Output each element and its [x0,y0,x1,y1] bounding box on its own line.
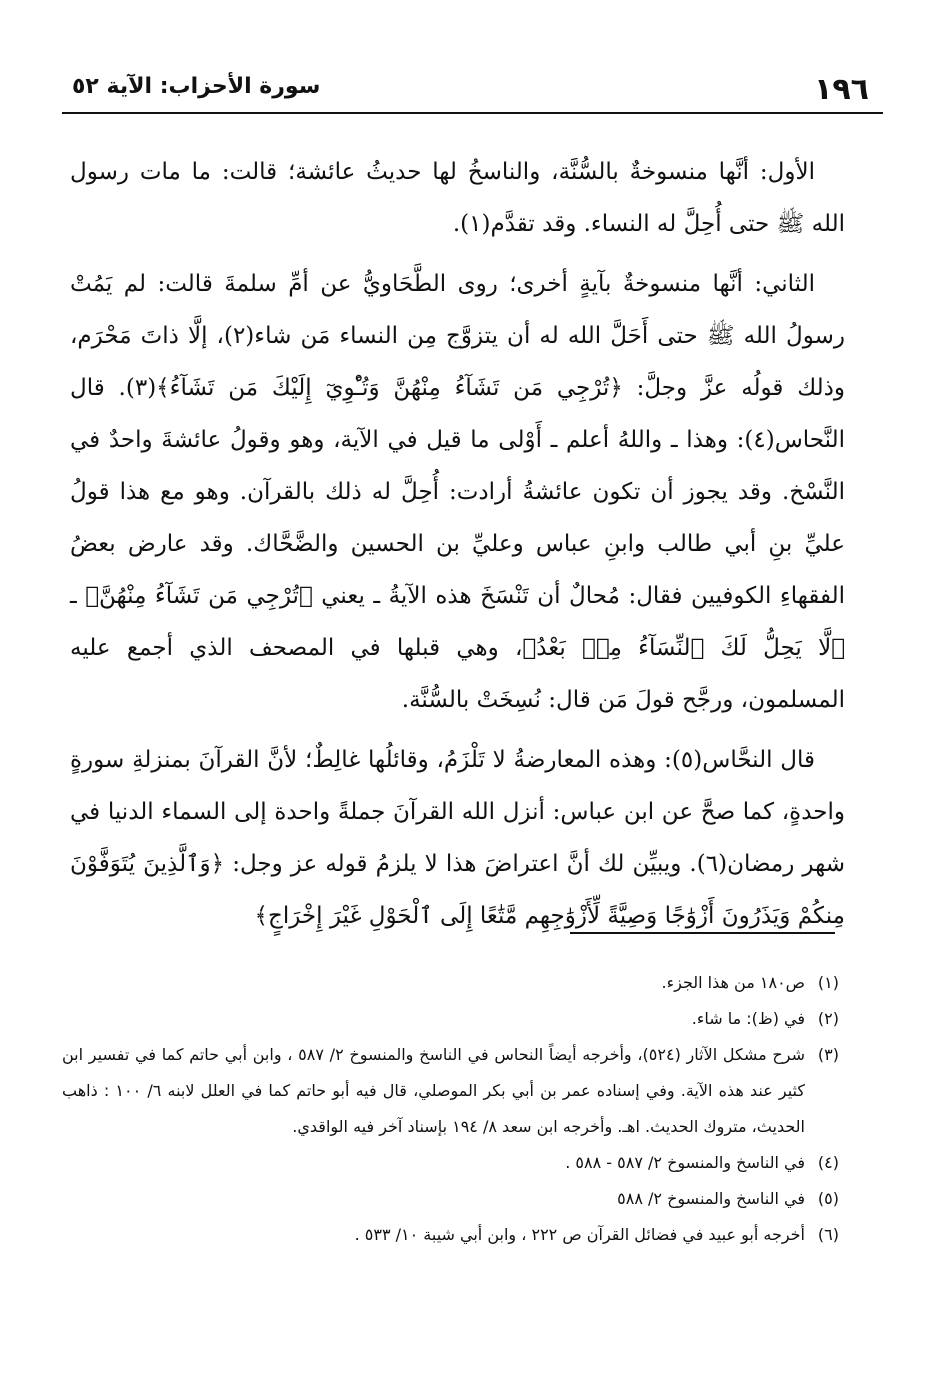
footnote-item [62,1001,839,1037]
footnote-item [62,1145,839,1181]
footnote-text: في الناسخ والمنسوخ ٢/ ٥٨٨ [617,1189,805,1208]
running-header [62,62,877,114]
paragraph-first-view: الأول: أنَّها منسوخةٌ بالسُّنَّة، والناسخُ لها حديثُ عائشة؛ قالت: ما مات رسول الله ﷺ حتى أُحِلَّ له النساء. وقد تقدَّم(١). [70,159,845,237]
surah-title: سورة الأحزاب: الآية ٥٢ [72,74,321,99]
footnote-text: في (ظ): ما شاء. [691,1009,805,1028]
footnote-text: شرح مشكل الآثار (٥٢٤)، وأخرجه أيضاً النحاس في الناسخ والمنسوخ ٢/ ٥٨٧ ، وابن أبي حاتم كما في تفسير ابن كثير عند هذه الآية. وفي إسناده عمر بن أبي بكر الموصلي، قال فيه أبو حاتم كما في العلل لابنه ٦/ ١٠٠ : ذاهب الحديث، متروك الحديث. اهـ. وأخرجه ابن سعد ٨/ ١٩٤ بإسناد آخر فيه الواقدي. [62,1045,805,1136]
footnote-number: (٥) [817,1189,839,1208]
paragraph-nahhas-reply: قال النحَّاس(٥): وهذه المعارضةُ لا تَلْزَمُ، وقائلُها غالِطٌ؛ لأنَّ القرآنَ بمنزلةِ سورةٍ واحدةٍ، كما صحَّ عن ابن عباس: أنزل الله القرآنَ جملةً واحدة إلى السماء الدنيا في شهر رمضان(٦). ويبيِّن لك أنَّ اعتراضَ هذا لا يلزمُ قوله عز وجل: ﴿وَٱلَّذِينَ يُتَوَفَّوْنَ مِنكُمْ وَيَذَرُونَ أَزْوَٰجًا وَصِيَّةً لِّأَزْوَٰجِهِم مَّتَٰعًا إِلَى ٱلْحَوْلِ غَيْرَ إِخْرَاجٍ﴾ [70,747,845,929]
footnote-number: (٤) [817,1153,839,1172]
footnote-text: ص١٨٠ من هذا الجزء. [661,973,805,992]
paragraph-second-view: الثاني: أنَّها منسوخةٌ بآيةٍ أخرى؛ روى الطَّحَاويُّ عن أمِّ سلمةَ قالت: لم يَمُتْ رسولُ الله ﷺ حتى أَحَلَّ الله له أن يتزوَّج مِن النساء مَن شاء(٢)، إلَّا ذاتَ مَحْرَم، وذلك قولُه عزَّ وجلَّ: ﴿تُرْجِي مَن تَشَآءُ مِنْهُنَّ وَتُـْٔوِيٓ إِلَيْكَ مَن تَشَآءُ﴾(٣). قال النَّحاس(٤): وهذا ـ واللهُ أعلم ـ أَوْلى ما قيل في الآية، وهو وقولُ عائشةَ واحدٌ في النَّسْخ. وقد يجوز أن تكون عائشةُ أرادت: أُحِلَّ له ذلك بالقرآن. وهو مع هذا قولُ عليِّ بنِ أبي طالب وابنِ عباس وعليِّ بن الحسين والضَّحَّاك. وقد عارض بعضُ الفقهاءِ الكوفيين فقال: مُحالٌ أن تَنْسَخَ هذه الآيةُ ـ يعني ﴿تُرْجِي مَن تَشَآءُ مِنْهُنَّ﴾ ـ ﴿لَّا يَحِلُّ لَكَ ٱلنِّسَآءُ مِنۢ بَعْدُ﴾، وهي قبلها في المصحف الذي أجمع عليه المسلمون، ورجَّح قولَ مَن قال: نُسِخَتْ بالسُّنَّة. [70,271,846,713]
footnote-item [62,1037,839,1145]
main-text [70,146,845,950]
footnotes [62,965,839,1253]
footnote-text: أخرجه أبو عبيد في فضائل القرآن ص ٢٢٢ ، وابن أبي شيبة ١٠/ ٥٣٣ . [354,1225,805,1244]
footnote-number: (٢) [817,1009,839,1028]
footnote-number: (٣) [817,1045,839,1064]
footnote-item [62,1181,839,1217]
footnote-text: في الناسخ والمنسوخ ٢/ ٥٨٧ - ٥٨٨ . [565,1153,805,1172]
footnote-item [62,965,839,1001]
footnote-number: (١) [817,973,839,992]
footnote-item [62,1217,839,1253]
footnote-separator [570,932,835,934]
page-number: ١٩٦ [814,72,869,107]
footnote-number: (٦) [817,1225,839,1244]
header-rule [62,112,883,114]
